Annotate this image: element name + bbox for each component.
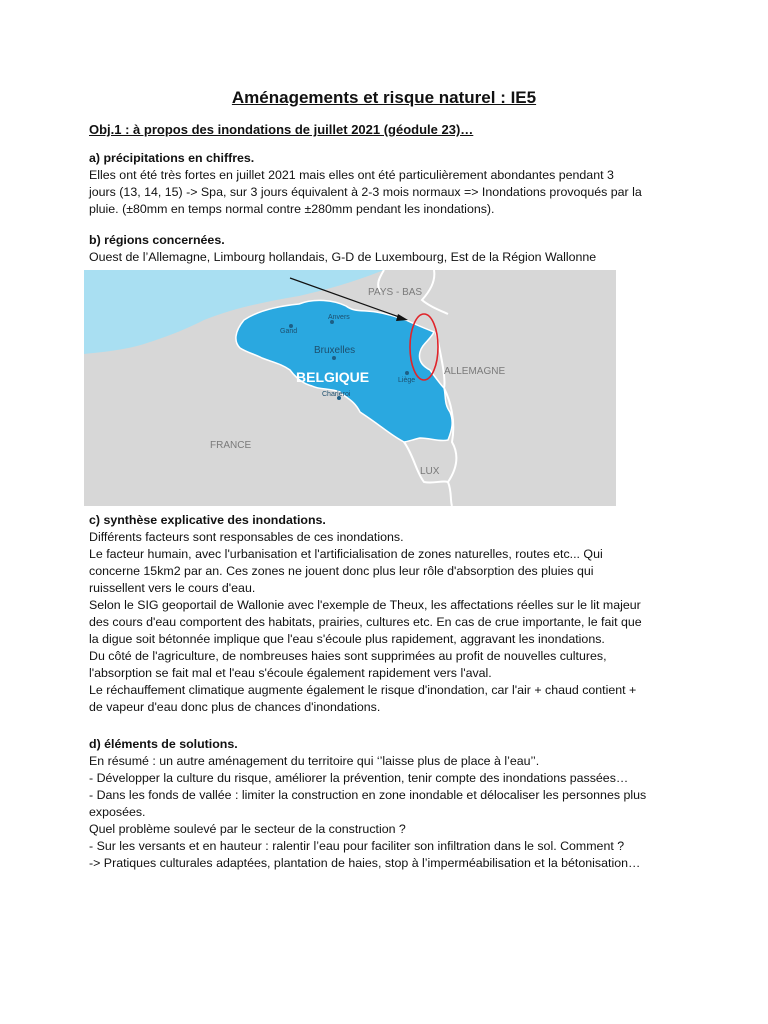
- paragraph-line: Du côté de l'agriculture, de nombreuses haies sont supprimées au profit de nouvelles cultures,: [89, 649, 607, 663]
- map-svg: [84, 270, 616, 506]
- city-dot-brussels: [332, 356, 336, 360]
- paragraph-line: - Dans les fonds de vallée : limiter la construction en zone inondable et délocaliser les personnes plus: [89, 788, 647, 802]
- label-liege: Liège: [398, 377, 416, 384]
- paragraph-line: l'absorption se fait mal et l'eau s'écoule également rapidement vers l'aval.: [89, 666, 492, 680]
- label-country: BELGIQUE: [296, 369, 370, 385]
- label-antwerp: Anvers: [328, 314, 350, 321]
- paragraph-line: Quel problème soulevé par le secteur de la construction ?: [89, 822, 406, 836]
- section-heading: b) régions concernées.: [89, 233, 225, 247]
- section-heading: a) précipitations en chiffres.: [89, 151, 255, 165]
- label-france: FRANCE: [210, 440, 252, 451]
- section-precipitations: [89, 150, 685, 218]
- paragraph-line: de vapeur d'eau donc plus de chances d'inondations.: [89, 700, 381, 714]
- paragraph-line: des cours d'eau comportent des habitats, prairies, cultures etc. En cas de crue importante, le fait que: [89, 615, 642, 629]
- paragraph-line: - Développer la culture du risque, améliorer la prévention, tenir compte des inondations passées…: [89, 771, 629, 785]
- paragraph-line: pluie. (±80mm en temps normal contre ±280mm pendant les inondations).: [89, 202, 495, 216]
- label-germany: ALLEMAGNE: [444, 366, 506, 377]
- objective-heading: Obj.1 : à propos des inondations de juillet 2021 (géodule 23)…: [89, 122, 474, 137]
- paragraph-line: Ouest de l’Allemagne, Limbourg hollandais, G-D de Luxembourg, Est de la Région Wallonne: [89, 250, 597, 264]
- paragraph-line: jours (13, 14, 15) -> Spa, sur 3 jours équivalent à 2-3 mois normaux => Inondations provoqués par la: [89, 185, 642, 199]
- paragraph-line: -> Pratiques culturales adaptées, plantation de haies, stop à l’imperméabilisation et la bétonisation…: [89, 856, 641, 870]
- paragraph-line: ruissellent vers le cours d'eau.: [89, 581, 256, 595]
- paragraph-line: concerne 15km2 par an. Ces zones ne jouent donc plus leur rôle d'absorption des pluies qui: [89, 564, 594, 578]
- label-netherlands: PAYS - BAS: [368, 287, 423, 298]
- section-heading: d) éléments de solutions.: [89, 737, 238, 751]
- paragraph-line: Différents facteurs sont responsables de ces inondations.: [89, 530, 404, 544]
- city-dot-liege: [405, 371, 409, 375]
- paragraph-line: exposées.: [89, 805, 146, 819]
- paragraph-line: En résumé : un autre aménagement du territoire qui ‘’laisse plus de place à l’eau’’.: [89, 754, 540, 768]
- section-regions: [89, 232, 685, 266]
- paragraph-line: la digue soit bétonnée implique que l'eau s'écoule plus rapidement, aggravant les inondations.: [89, 632, 605, 646]
- label-brussels: Bruxelles: [314, 345, 356, 356]
- paragraph-line: Le facteur humain, avec l'urbanisation et l'artificialisation de zones naturelles, routes etc... Qui: [89, 547, 603, 561]
- document-title: Aménagements et risque naturel : IE5: [231, 88, 537, 107]
- label-ghent: Gand: [280, 328, 298, 335]
- paragraph-line: Le réchauffement climatique augmente également le risque d'inondation, car l'air + chaud contient +: [89, 683, 637, 697]
- section-heading: c) synthèse explicative des inondations.: [89, 513, 326, 527]
- label-luxembourg: LUX: [420, 466, 440, 477]
- paragraph-line: Selon le SIG geoportail de Wallonie avec l'exemple de Theux, les affectations réelles sur le lit majeur: [89, 598, 641, 612]
- belgium-map: [84, 270, 616, 506]
- paragraph-line: Elles ont été très fortes en juillet 2021 mais elles ont été particulièrement abondantes pendant 3: [89, 168, 614, 182]
- paragraph-line: - Sur les versants et en hauteur : ralentir l’eau pour faciliter son infiltration dans le sol. Comment ?: [89, 839, 625, 853]
- section-solutions: [89, 736, 685, 872]
- section-synthesis: [89, 512, 685, 716]
- label-charleroi: Charleroi: [322, 391, 351, 398]
